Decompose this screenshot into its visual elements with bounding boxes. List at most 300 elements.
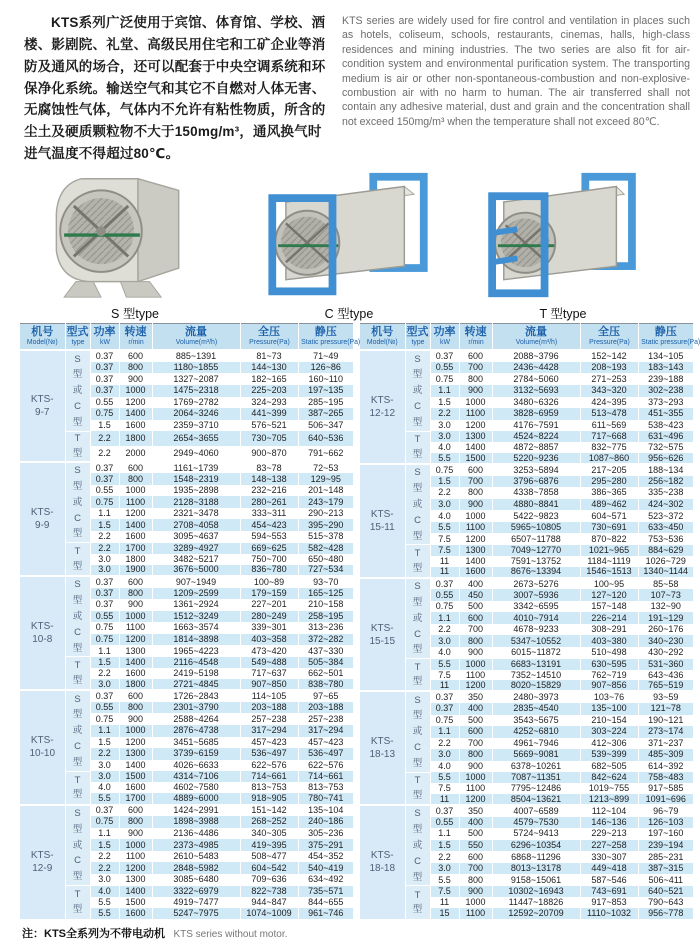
spec-cell: 3289~4927 (152, 543, 240, 554)
spec-cell: 5.5 (430, 874, 459, 886)
spec-cell: 217~205 (580, 464, 638, 476)
spec-cell: 1400 (459, 556, 492, 567)
spec-cell: 1000 (119, 725, 152, 737)
column-header: 转速 r/min (119, 324, 152, 351)
spec-cell: 0.75 (430, 601, 459, 613)
model-cell: KTS- 10-10 (20, 690, 65, 804)
spec-cell: 100~95 (580, 578, 638, 590)
spec-cell: 0.37 (90, 462, 119, 474)
spec-cell: 3828~6959 (492, 408, 580, 420)
spec-cell: 3.0 (90, 760, 119, 772)
spec-cell: 1000 (119, 385, 152, 397)
product-label-s: S 型type (111, 307, 159, 322)
spec-cell: 144~130 (240, 362, 298, 374)
spec-cell: 0.37 (90, 599, 119, 611)
type-cell-sc: S 型 或 C 型 (65, 690, 90, 771)
spec-cell: 419~395 (240, 839, 298, 851)
spec-cell: 5724~9413 (492, 828, 580, 840)
spec-cell: 500 (459, 601, 492, 613)
spec-row (20, 543, 353, 554)
spec-cell: 0.37 (90, 576, 119, 588)
spec-cell: 11 (430, 567, 459, 578)
spec-cell: 813~753 (240, 782, 298, 793)
spec-cell: 662~501 (298, 668, 353, 679)
spec-cell: 1.5 (430, 476, 459, 488)
spec-row (20, 350, 353, 362)
spec-cell: 2588~4264 (152, 713, 240, 725)
spec-cell: 576~521 (240, 420, 298, 432)
spec-cell: 386~365 (580, 487, 638, 499)
model-group (20, 805, 353, 919)
spec-cell: 11447~18826 (492, 897, 580, 908)
spec-cell: 9158~15061 (492, 874, 580, 886)
type-cell-t: T 型 (405, 886, 430, 919)
spec-cell: 600 (119, 576, 152, 588)
spec-cell: 900 (459, 647, 492, 659)
spec-cell: 160~110 (298, 373, 353, 385)
spec-cell: 4678~9233 (492, 624, 580, 636)
spec-cell: 3676~5000 (152, 565, 240, 576)
spec-cell: 152~142 (580, 350, 638, 362)
spec-cell: 5.5 (430, 453, 459, 464)
spec-cell: 2436~4428 (492, 362, 580, 374)
spec-cell: 3739~6159 (152, 748, 240, 760)
spec-cell: 457~423 (298, 737, 353, 749)
spec-cell: 800 (119, 362, 152, 374)
spec-cell: 350 (459, 691, 492, 703)
spec-cell: 449~418 (580, 863, 638, 875)
spec-cell: 2000 (119, 446, 152, 461)
spec-cell: 395~290 (298, 519, 353, 531)
spec-cell: 2654~3655 (152, 431, 240, 446)
spec-cell: 1100 (459, 783, 492, 794)
spec-cell: 1.5 (90, 737, 119, 749)
spec-cell: 900 (119, 828, 152, 840)
spec-cell: 1340~1144 (638, 567, 693, 578)
spec-cell: 3.0 (430, 499, 459, 511)
spec-cell: 0.37 (430, 805, 459, 817)
spec-cell: 1800 (119, 554, 152, 565)
spec-cell: 2088~3796 (492, 350, 580, 362)
model-cell: KTS- 9-9 (20, 462, 65, 576)
spec-cell: 4176~7591 (492, 420, 580, 432)
spec-cell: 305~236 (298, 828, 353, 840)
spec-cell: 765~519 (638, 680, 693, 691)
spec-cell: 2359~3710 (152, 420, 240, 432)
spec-cell: 1663~3574 (152, 622, 240, 634)
spec-cell: 135~100 (580, 703, 638, 715)
spec-cell: 1019~755 (580, 783, 638, 794)
spec-cell: 1361~2924 (152, 599, 240, 611)
spec-table-left (20, 323, 360, 919)
spec-cell: 750~700 (240, 554, 298, 565)
spec-cell: 157~148 (580, 601, 638, 613)
spec-row (360, 431, 693, 442)
spec-cell: 6683~13191 (492, 659, 580, 670)
spec-cell: 302~238 (638, 385, 693, 397)
spec-cell: 335~238 (638, 487, 693, 499)
spec-cell: 6868~11296 (492, 851, 580, 863)
spec-cell: 4602~7580 (152, 782, 240, 793)
model-group (20, 576, 353, 690)
spec-cell: 350 (459, 805, 492, 817)
spec-cell: 5347~10552 (492, 635, 580, 647)
type-cell-sc: S 型 或 C 型 (405, 464, 430, 545)
intro-text-chinese: KTS系列广泛使用于宾馆、体育馆、学校、酒楼、影剧院、礼堂、高级民用住宅和工矿企业等消防及通风的场合，还可以配套于中央空调系统和环保净化系统。输送空气和其它不自燃对人体无害、无腐蚀性气体，气体内不允许有粘性物质，所含的尘土及硬质颗粒物不大于150mg/m³，通风换气时进气温度不得超过80℃。 (24, 15, 326, 162)
spec-cell: 907~856 (580, 680, 638, 691)
spec-cell: 280~261 (240, 496, 298, 508)
spec-row (360, 464, 693, 476)
spec-cell: 1200 (459, 794, 492, 805)
spec-cell: 3.0 (430, 749, 459, 761)
spec-cell: 257~238 (240, 713, 298, 725)
spec-cell: 956~626 (638, 453, 693, 464)
spec-cell: 93~70 (298, 576, 353, 588)
spec-cell: 197~135 (298, 385, 353, 397)
product-label-t: T 型type (539, 307, 587, 322)
spec-cell: 907~1949 (152, 576, 240, 588)
spec-cell: 5.5 (430, 522, 459, 534)
type-cell-sc: S 型 或 C 型 (405, 805, 430, 886)
spec-row (20, 805, 353, 817)
spec-cell: 454~423 (240, 519, 298, 531)
spec-row (360, 545, 693, 556)
spec-cell: 732~575 (638, 442, 693, 453)
spec-cell: 3.0 (90, 771, 119, 782)
spec-cell: 1.5 (90, 839, 119, 851)
spec-cell: 631~496 (638, 431, 693, 442)
column-header: 转速 r/min (459, 324, 492, 351)
model-group (360, 805, 693, 919)
spec-cell: 1000 (459, 897, 492, 908)
fan-photo-t-icon (470, 169, 656, 303)
spec-cell: 1200 (459, 680, 492, 691)
column-header: 型式 type (405, 324, 430, 351)
spec-cell: 1300 (459, 431, 492, 442)
spec-cell: 457~423 (240, 737, 298, 749)
spec-cell: 15 (430, 908, 459, 919)
spec-row (360, 772, 693, 783)
intro-section (0, 0, 700, 165)
spec-cell: 3095~4637 (152, 531, 240, 543)
spec-cell: 594~553 (240, 531, 298, 543)
spec-cell: 403~380 (580, 635, 638, 647)
spec-cell: 1.1 (430, 612, 459, 624)
spec-cell: 513~478 (580, 408, 638, 420)
type-cell-t: T 型 (405, 772, 430, 805)
spec-cell: 11 (430, 794, 459, 805)
spec-row (360, 578, 693, 590)
spec-cell: 800 (119, 816, 152, 828)
spec-cell: 1.5 (90, 657, 119, 668)
spec-cell: 538~423 (638, 420, 693, 432)
spec-cell: 412~306 (580, 738, 638, 750)
spec-cell: 900 (119, 599, 152, 611)
spec-cell: 1200 (119, 862, 152, 874)
spec-cell: 485~309 (638, 749, 693, 761)
spec-row (20, 431, 353, 446)
spec-cell: 71~49 (298, 350, 353, 362)
model-group (360, 578, 693, 692)
spec-cell: 800 (119, 702, 152, 714)
spec-cell: 650~480 (298, 554, 353, 565)
spec-cell: 400 (459, 703, 492, 715)
spec-cell: 239~188 (638, 373, 693, 385)
type-cell-t: T 型 (65, 543, 90, 576)
spec-cell: 3085~6480 (152, 874, 240, 886)
spec-cell: 11 (430, 680, 459, 691)
spec-cell: 5.5 (90, 897, 119, 908)
spec-cell: 1000 (119, 839, 152, 851)
spec-cell: 3.0 (430, 635, 459, 647)
spec-cell: 800 (119, 588, 152, 600)
type-cell-t: T 型 (405, 431, 430, 464)
spec-cell: 600 (459, 612, 492, 624)
spec-cell: 536~497 (298, 748, 353, 760)
spec-cell: 7.5 (430, 783, 459, 794)
column-header: 静压 Static pressure(Pa) (638, 324, 693, 351)
spec-cell: 506~347 (298, 420, 353, 432)
header-row (20, 324, 353, 351)
spec-cell: 1100 (459, 522, 492, 534)
spec-cell: 762~719 (580, 670, 638, 681)
spec-cell: 2.2 (430, 738, 459, 750)
spec-cell: 2876~4738 (152, 725, 240, 737)
spec-cell: 188~134 (638, 464, 693, 476)
column-header: 机号 Model(№) (360, 324, 405, 351)
spec-cell: 4889~6000 (152, 793, 240, 804)
spec-cell: 127~120 (580, 589, 638, 601)
spec-cell: 126~86 (298, 362, 353, 374)
spec-cell: 2064~3246 (152, 408, 240, 420)
spec-cell: 1327~2087 (152, 373, 240, 385)
spec-cell: 121~78 (638, 703, 693, 715)
spec-cell: 3451~5685 (152, 737, 240, 749)
spec-cell: 2.2 (90, 446, 119, 461)
spec-cell: 489~462 (580, 499, 638, 511)
spec-cell: 273~174 (638, 726, 693, 738)
spec-cell: 148~138 (240, 473, 298, 485)
spec-cell: 614~392 (638, 761, 693, 773)
spec-cell: 2.2 (90, 531, 119, 543)
spec-cell: 340~230 (638, 635, 693, 647)
spec-cell: 844~655 (298, 897, 353, 908)
spec-cell: 1209~2599 (152, 588, 240, 600)
spec-cell: 129~95 (298, 473, 353, 485)
spec-cell: 0.37 (90, 588, 119, 600)
spec-cell: 885~1391 (152, 350, 240, 362)
spec-cell: 330~307 (580, 851, 638, 863)
type-cell-sc: S 型 或 C 型 (65, 350, 90, 431)
spec-cell: 424~395 (580, 397, 638, 409)
intro-text-english: KTS series are widely used for fire control and ventilation in places such as hotels, coliseum, schools, restaurants, cinemas, halls, high-class residences and mining industries. The two series are also fit for air-condition system and environmental purification system. The transporting medium is air or other non-spontaneous-combustion and non-explosive-combustion air with no harm to human. The air transferred shall not contain any adhesive material, dust and grain and the concentration shall not exceed 150mg/m³ when the temperature shall not exceed 80℃. (342, 15, 690, 128)
spec-cell: 112~104 (580, 805, 638, 817)
spec-cell: 800 (459, 635, 492, 647)
spec-cell: 85~58 (638, 578, 693, 590)
spec-row (20, 657, 353, 668)
spec-cell: 1074~1009 (240, 908, 298, 919)
spec-cell: 0.75 (430, 464, 459, 476)
spec-cell: 1161~1739 (152, 462, 240, 474)
spec-cell: 917~585 (638, 783, 693, 794)
spec-cell: 1.1 (430, 385, 459, 397)
spec-cell: 582~428 (298, 543, 353, 554)
fan-photo-s-icon (42, 169, 228, 303)
spec-cell: 1935~2898 (152, 485, 240, 497)
spec-cell: 183~143 (638, 362, 693, 374)
spec-cell: 2419~5198 (152, 668, 240, 679)
spec-cell: 2610~5483 (152, 851, 240, 863)
spec-cell: 622~576 (298, 760, 353, 772)
spec-cell: 1814~3898 (152, 634, 240, 646)
spec-cell: 1110~1032 (580, 908, 638, 919)
spec-cell: 2.2 (430, 408, 459, 420)
spec-cell: 1800 (119, 679, 152, 690)
spec-cell: 1000 (459, 772, 492, 783)
spec-cell: 4007~6589 (492, 805, 580, 817)
spec-cell: 165~125 (298, 588, 353, 600)
spec-cell: 1100 (119, 496, 152, 508)
type-cell-sc: S 型 或 C 型 (405, 350, 430, 431)
spec-cell: 97~65 (298, 690, 353, 702)
spec-cell: 454~352 (298, 851, 353, 863)
spec-cell: 3.0 (90, 679, 119, 690)
spec-cell: 285~195 (298, 397, 353, 409)
spec-cell: 1200 (119, 634, 152, 646)
spec-cell: 900 (119, 713, 152, 725)
spec-cell: 800 (459, 373, 492, 385)
spec-cell: 2673~5276 (492, 578, 580, 590)
spec-cell: 1026~729 (638, 556, 693, 567)
spec-cell: 1546~1513 (580, 567, 638, 578)
spec-cell: 135~104 (298, 805, 353, 817)
spec-cell: 2784~5060 (492, 373, 580, 385)
spec-cell: 0.37 (430, 703, 459, 715)
spec-cell: 93~59 (638, 691, 693, 703)
spec-cell: 1500 (459, 453, 492, 464)
spec-cell: 8013~13178 (492, 863, 580, 875)
spec-cell: 1500 (119, 897, 152, 908)
spec-row (360, 691, 693, 703)
spec-cell: 836~780 (240, 565, 298, 576)
spec-cell: 2373~4985 (152, 839, 240, 851)
spec-cell: 227~258 (580, 840, 638, 852)
spec-cell: 3342~6595 (492, 601, 580, 613)
spec-cell: 3.0 (90, 565, 119, 576)
model-group (360, 691, 693, 805)
spec-cell: 714~661 (298, 771, 353, 782)
spec-cell: 4880~8841 (492, 499, 580, 511)
spec-cell: 2480~3973 (492, 691, 580, 703)
spec-cell: 1600 (119, 908, 152, 919)
spec-cell: 600 (459, 726, 492, 738)
spec-cell: 600 (119, 690, 152, 702)
spec-cell: 3796~6876 (492, 476, 580, 488)
spec-cell: 2.2 (90, 668, 119, 679)
spec-cell: 1.1 (90, 725, 119, 737)
spec-cell: 800 (459, 874, 492, 886)
spec-cell: 780~741 (298, 793, 353, 804)
spec-cell: 191~129 (638, 612, 693, 624)
spec-cell: 203~188 (240, 702, 298, 714)
spec-cell: 243~179 (298, 496, 353, 508)
spec-row (360, 659, 693, 670)
spec-cell: 4252~6810 (492, 726, 580, 738)
spec-cell: 7087~11351 (492, 772, 580, 783)
spec-row (360, 350, 693, 362)
spec-cell: 4.0 (430, 761, 459, 773)
spec-cell: 1600 (119, 782, 152, 793)
spec-cell: 2.2 (90, 851, 119, 863)
spec-cell: 0.55 (90, 611, 119, 623)
spec-cell: 7795~12486 (492, 783, 580, 794)
spec-cell: 373~293 (638, 397, 693, 409)
spec-cell: 611~569 (580, 420, 638, 432)
model-cell: KTS- 15-11 (360, 464, 405, 578)
spec-cell: 340~305 (240, 828, 298, 840)
spec-cell: 800 (459, 749, 492, 761)
model-group (20, 462, 353, 576)
model-cell: KTS- 18-13 (360, 691, 405, 805)
spec-cell: 5422~9823 (492, 510, 580, 522)
spec-cell: 791~662 (298, 446, 353, 461)
spec-cell: 884~629 (638, 545, 693, 556)
spec-cell: 539~399 (580, 749, 638, 761)
spec-cell: 437~330 (298, 645, 353, 657)
column-header: 机号 Model(№) (20, 324, 65, 351)
spec-cell: 1.1 (90, 508, 119, 520)
spec-cell: 285~231 (638, 851, 693, 863)
spec-cell: 271~253 (580, 373, 638, 385)
spec-cell: 3482~5217 (152, 554, 240, 565)
spec-cell: 1300 (459, 545, 492, 556)
spec-cell: 324~293 (240, 397, 298, 409)
type-cell-t: T 型 (65, 771, 90, 804)
spec-cell: 550 (459, 840, 492, 852)
type-cell-sc: S 型 或 C 型 (405, 691, 430, 772)
spec-row (20, 690, 353, 702)
spec-cell: 0.37 (430, 350, 459, 362)
spec-cell: 1300 (119, 645, 152, 657)
spec-cell: 1500 (119, 771, 152, 782)
spec-cell: 126~103 (638, 817, 693, 829)
spec-cell: 822~738 (240, 886, 298, 897)
spec-cell: 2.2 (430, 851, 459, 863)
spec-cell: 1512~3249 (152, 611, 240, 623)
spec-cell: 268~252 (240, 816, 298, 828)
spec-cell: 6378~10261 (492, 761, 580, 773)
spec-cell: 339~301 (240, 622, 298, 634)
spec-cell: 424~302 (638, 499, 693, 511)
spec-cell: 4026~6633 (152, 760, 240, 772)
spec-cell: 403~358 (240, 634, 298, 646)
spec-cell: 2321~3478 (152, 508, 240, 520)
spec-cell: 1213~899 (580, 794, 638, 805)
spec-cell: 510~498 (580, 647, 638, 659)
spec-cell: 81~73 (240, 350, 298, 362)
spec-cell: 700 (459, 738, 492, 750)
spec-cell: 372~282 (298, 634, 353, 646)
spec-cell: 210~158 (298, 599, 353, 611)
spec-cell: 5965~10805 (492, 522, 580, 534)
spec-cell: 3.0 (90, 554, 119, 565)
header-row (360, 324, 693, 351)
spec-cell: 5.5 (430, 772, 459, 783)
spec-cell: 918~905 (240, 793, 298, 804)
spec-cell: 0.55 (430, 817, 459, 829)
spec-cell: 226~214 (580, 612, 638, 624)
spec-cell: 96~79 (638, 805, 693, 817)
